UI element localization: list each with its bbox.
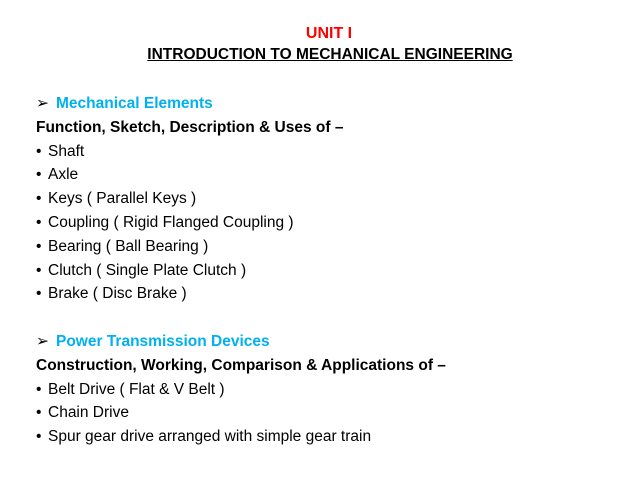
list-item [36,401,626,425]
section-spacer [36,306,626,330]
list-item [36,163,626,187]
bullet-icon: • [36,166,42,184]
bullet-icon: • [36,142,42,160]
list-item [36,211,626,235]
bullet-icon: • [36,237,42,255]
bullet-icon: • [36,261,42,279]
section-heading-power-transmission [36,330,626,354]
list-item-label: Brake ( Disc Brake ) [48,285,187,303]
list-item-label: Bearing ( Ball Bearing ) [48,237,209,255]
bullet-icon: • [36,190,42,208]
bullet-icon: • [36,285,42,303]
arrow-bullet-icon: ➢ [36,332,49,350]
list-item-label: Clutch ( Single Plate Clutch ) [48,261,247,279]
slide-content [36,92,626,449]
list-item-label: Chain Drive [48,404,129,422]
main-title: INTRODUCTION TO MECHANICAL ENGINEERING [147,46,513,63]
list-item-label: Axle [48,166,79,184]
list-item [36,425,626,449]
section-heading-label: Power Transmission Devices [56,332,270,350]
list-item [36,187,626,211]
list-item-label: Spur gear drive arranged with simple gear train [48,428,372,446]
list-item-label: Belt Drive ( Flat & V Belt ) [48,380,225,398]
section-heading-label: Mechanical Elements [56,95,213,112]
list-item-label: Shaft [48,142,85,160]
list-item-label: Coupling ( Rigid Flanged Coupling ) [48,213,294,231]
bullet-icon: • [36,380,42,398]
arrow-bullet-icon: ➢ [36,95,49,112]
list-item [36,378,626,402]
bullet-icon: • [36,404,42,422]
section-heading-mechanical-elements [36,92,626,116]
unit-title: UNIT I [305,25,353,42]
bullet-icon: • [36,428,42,446]
list-item-label: Keys ( Parallel Keys ) [48,190,197,208]
bullet-icon: • [36,213,42,231]
list-item [36,282,626,306]
section-subheading: Function, Sketch, Description & Uses of – [36,118,344,136]
list-item [36,259,626,283]
section-subheading: Construction, Working, Comparison & Applications of – [36,356,446,374]
list-item [36,140,626,164]
list-item [36,235,626,259]
